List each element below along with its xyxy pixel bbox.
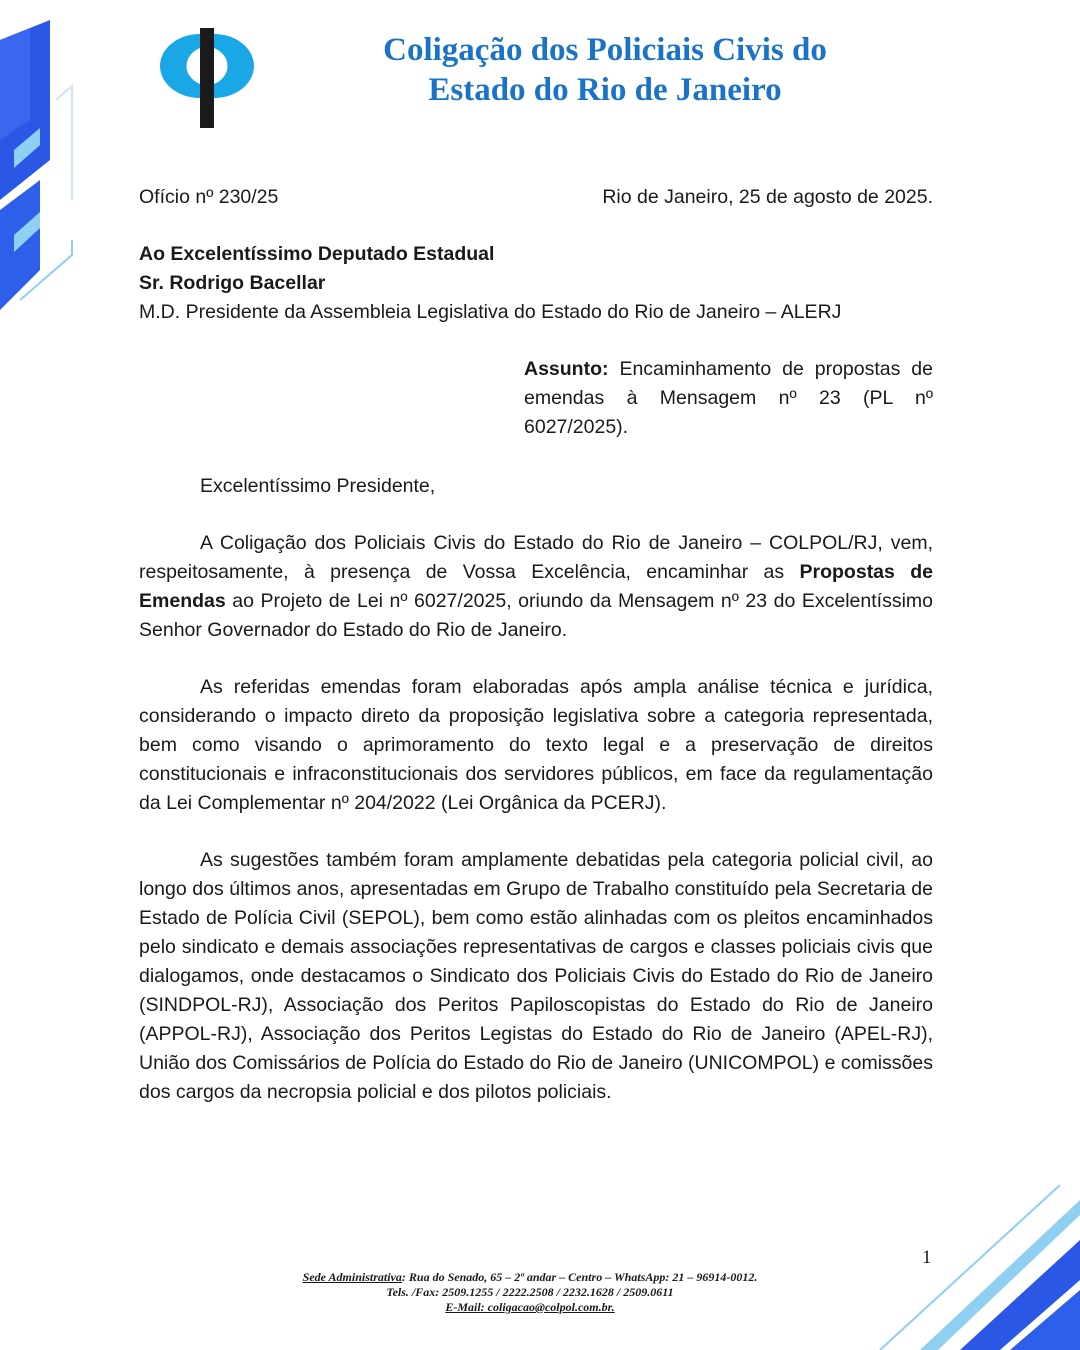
- oficio-number: Ofício nº 230/25: [139, 186, 279, 208]
- paragraph-3: As sugestões também foram amplamente debatidas pela categoria policial civil, ao longo dos últimos anos, apresentadas em Grupo de Trabalho constituído pela Secretaria de Estado de Polícia Civil (SEPOL), bem como estão alinhadas com os pleitos encaminhados pelo sindicato e demais associações representativas de cargos e classes policiais civis que dialogamos, onde destacamos o Sindicato dos Policiais Civis do Estado do Rio de Janeiro (SINDPOL-RJ), Associação dos Peritos Papiloscopistas do Estado do Rio de Janeiro (APPOL-RJ), Associação dos Peritos Legistas do Estado do Rio de Janeiro (APEL-RJ), União dos Comissários de Polícia do Estado do Rio de Janeiro (UNICOMPOL) e comissões dos cargos da necropsia policial e dos pilotos policiais.: [139, 849, 933, 1103]
- footer-sede-label: Sede Administrativa: [302, 1270, 402, 1284]
- footer-email: E-Mail: coligacao@colpol.com.br.: [445, 1300, 615, 1314]
- paragraph-1-part2: ao Projeto de Lei nº 6027/2025, oriundo da Mensagem nº 23 do Excelentíssimo Senhor Governador do Estado do Rio de Janeiro.: [139, 590, 933, 641]
- paragraph-1: [139, 529, 933, 645]
- addressee-position: M.D. Presidente da Assembleia Legislativa do Estado do Rio de Janeiro – ALERJ: [139, 301, 842, 323]
- left-decorative-stripes: [0, 0, 80, 330]
- paragraph-2: As referidas emendas foram elaboradas após ampla análise técnica e jurídica, considerando o impacto direto da proposição legislativa sobre a categoria representada, bem como visando o aprimoramento do texto legal e a preservação de direitos constitucionais e infraconstitucionais dos servidores públicos, em face da regulamentação da Lei Complementar nº 204/2022 (Lei Orgânica da PCERJ).: [139, 676, 933, 814]
- colpol-logo-icon: [160, 28, 256, 128]
- subject-label: Assunto:: [524, 358, 609, 380]
- subject-text: Encaminhamento de propostas de emendas à Mensagem nº 23 (PL nº 6027/2025).: [524, 358, 933, 438]
- footer-sede-text: : Rua do Senado, 65 – 2º andar – Centro – WhatsApp: 21 – 96914-0012.: [401, 1270, 758, 1284]
- addressee-name: Sr. Rodrigo Bacellar: [139, 272, 326, 294]
- salutation: Excelentíssimo Presidente,: [200, 475, 436, 497]
- organization-title: [330, 30, 880, 110]
- footer-phones: Tels. /Fax: 2509.1255 / 2222.2508 / 2232.1628 / 2509.0611: [386, 1285, 674, 1299]
- page-number: 1: [922, 1247, 932, 1268]
- addressee-title: Ao Excelentíssimo Deputado Estadual: [139, 243, 495, 265]
- place-date: Rio de Janeiro, 25 de agosto de 2025.: [602, 186, 933, 208]
- org-name-line1: Coligação dos Policiais Civis do: [383, 32, 827, 68]
- org-name-line2: Estado do Rio de Janeiro: [428, 72, 782, 108]
- footer: [200, 1270, 860, 1315]
- reference-row: [139, 183, 933, 212]
- paragraph-1-bold: Propostas de Emendas: [139, 561, 933, 612]
- bottom-right-decorative-stripes: [860, 1180, 1080, 1350]
- addressee-block: [139, 240, 933, 327]
- subject-block: [524, 355, 933, 442]
- footer-address-line: [200, 1270, 860, 1285]
- paragraph-1-part1: A Coligação dos Policiais Civis do Estado do Rio de Janeiro – COLPOL/RJ, vem, respeitosamente, à presença de Vossa Excelência, encaminhar as: [139, 532, 933, 583]
